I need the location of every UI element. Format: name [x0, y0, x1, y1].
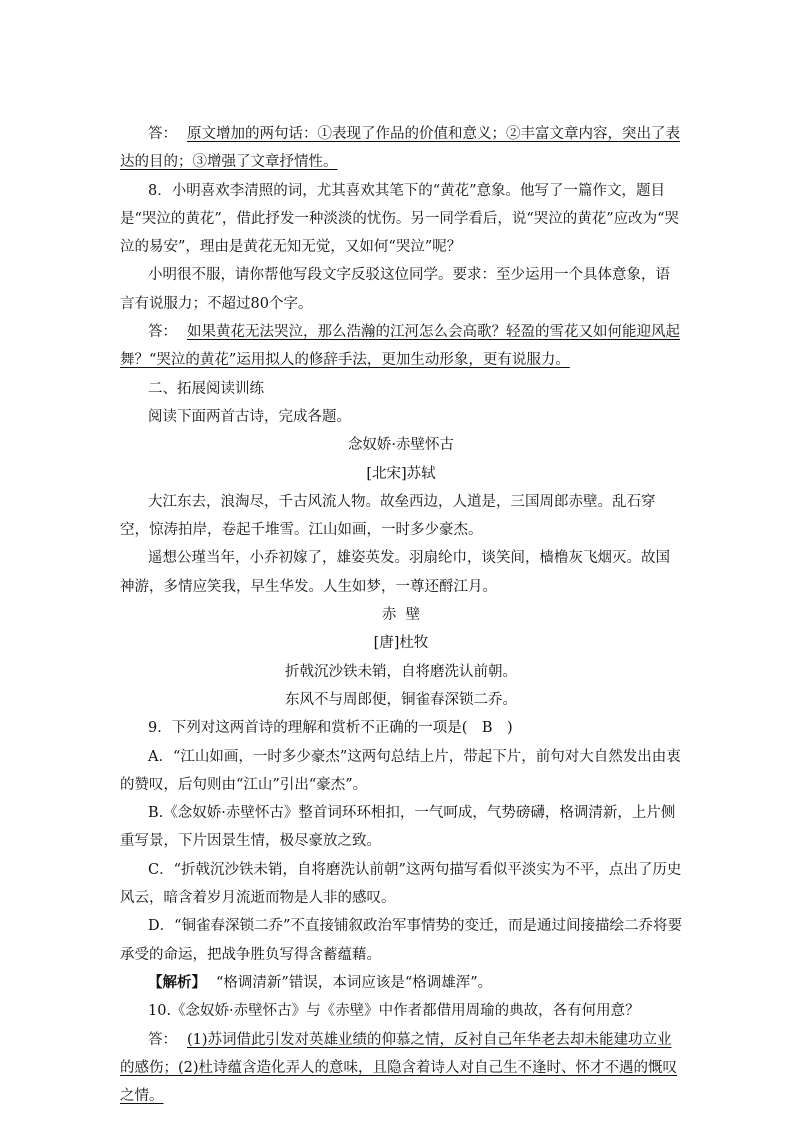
- answer-text: (1)苏词借此引发对英雄业绩的仰慕之情，反衬自己年华老去却未能建功立业的感伤；(2)杜诗蕴含造化弄人的意味，且隐含着诗人对自己生不逢时、怀才不遇的慨叹之情。: [120, 1031, 678, 1105]
- q9-option-d: D．“铜雀春深锁二乔”不直接铺叙政治军事情势的变迁，而是通过间接描绘二乔将要承受的命运，把战争胜负写得含蓄蕴藉。: [120, 918, 682, 963]
- poem1-author: [北宋]苏轼: [366, 465, 436, 482]
- section-heading: 二、拓展阅读训练: [148, 380, 264, 397]
- q10-answer: [120, 1026, 682, 1111]
- q9-option-b: B.《念奴娇·赤壁怀古》整首词环环相扣，一气呵成，气势磅礴，格调清新，上片侧重写景，下片因景生情，极尽豪放之致。: [120, 805, 676, 850]
- document-body: [120, 120, 682, 1110]
- answer-text: 如果黄花无法哭泣，那么浩瀚的江河怎么会高歌？轻盈的雪花又如何能迎风起舞？“哭泣的黄花”运用拟人的修辞手法，更加生动形象，更有说服力。: [120, 324, 680, 369]
- poem2-line1: 折戟沉沙铁未销，自将磨洗认前朝。: [285, 663, 517, 680]
- q8-answer: [120, 318, 682, 375]
- analysis-text: “格调清新”错误，本词应该是“格调雄浑”。: [216, 974, 493, 991]
- q9-option-c: C．“折戟沉沙铁未销，自将磨洗认前朝”这两句描写看似平淡实为不平，点出了历史风云，暗含着岁月流逝而物是人非的感叹。: [120, 861, 682, 907]
- q8-requirement: 小明很不服，请你帮他写段文字反驳这位同学。要求：至少运用一个具体意象，语言有说服力；不超过80个字。: [120, 267, 670, 312]
- reading-intro: 阅读下面两首古诗，完成各题。: [148, 408, 351, 425]
- poem2-line2: 东风不与周郎便，铜雀春深锁二乔。: [285, 691, 517, 708]
- analysis-label: 【解析】: [148, 973, 206, 991]
- answer-text: 原文增加的两句话：①表现了作品的价值和意义；②丰富文章内容，突出了表达的目的；③增强了文章抒情性。: [120, 126, 680, 171]
- q9-option-a: A．“江山如画，一时多少豪杰”这两句总结上片，带起下片，前句对大自然发出由衷的赞叹，后句则由“江山”引出“豪杰”。: [120, 748, 681, 793]
- q9-analysis: [120, 969, 682, 997]
- poem2-title: 赤 壁: [381, 607, 421, 624]
- poem1-title: 念奴娇·赤壁怀古: [347, 437, 455, 454]
- answer-label: 答：: [148, 324, 177, 341]
- answer-label: 答：: [148, 126, 177, 142]
- answer-label: 答：: [148, 1031, 177, 1048]
- poem1-stanza2: 遥想公瑾当年，小乔初嫁了，雄姿英发。羽扇纶巾，谈笑间，樯橹灰飞烟灭。故国神游，多情应笑我，早生华发。人生如梦，一尊还酹江月。: [120, 550, 670, 595]
- q9-stem: 9．下列对这两首诗的理解和赏析不正确的一项是( B ): [148, 720, 513, 737]
- q10-stem: 10.《念奴娇·赤壁怀古》与《赤壁》中作者都借用周瑜的典故，各有何用意？: [148, 1003, 640, 1020]
- q7-answer: [120, 120, 682, 177]
- q8-question: 8．小明喜欢李清照的词，尤其喜欢其笔下的“黄花”意象。他写了一篇作文，题目是“哭泣的黄花”，借此抒发一种淡淡的忧伤。另一同学看后，说“哭泣的黄花”应改为“哭泣的易安”，理由是黄花无知无觉，又如何“哭泣”呢？: [120, 182, 680, 256]
- poem2-author: [唐]杜牧: [373, 635, 429, 652]
- poem1-stanza1: 大江东去，浪淘尽，千古风流人物。故垒西边，人道是，三国周郎赤壁。乱石穿空，惊涛拍岸，卷起千堆雪。江山如画，一时多少豪杰。: [120, 493, 656, 539]
